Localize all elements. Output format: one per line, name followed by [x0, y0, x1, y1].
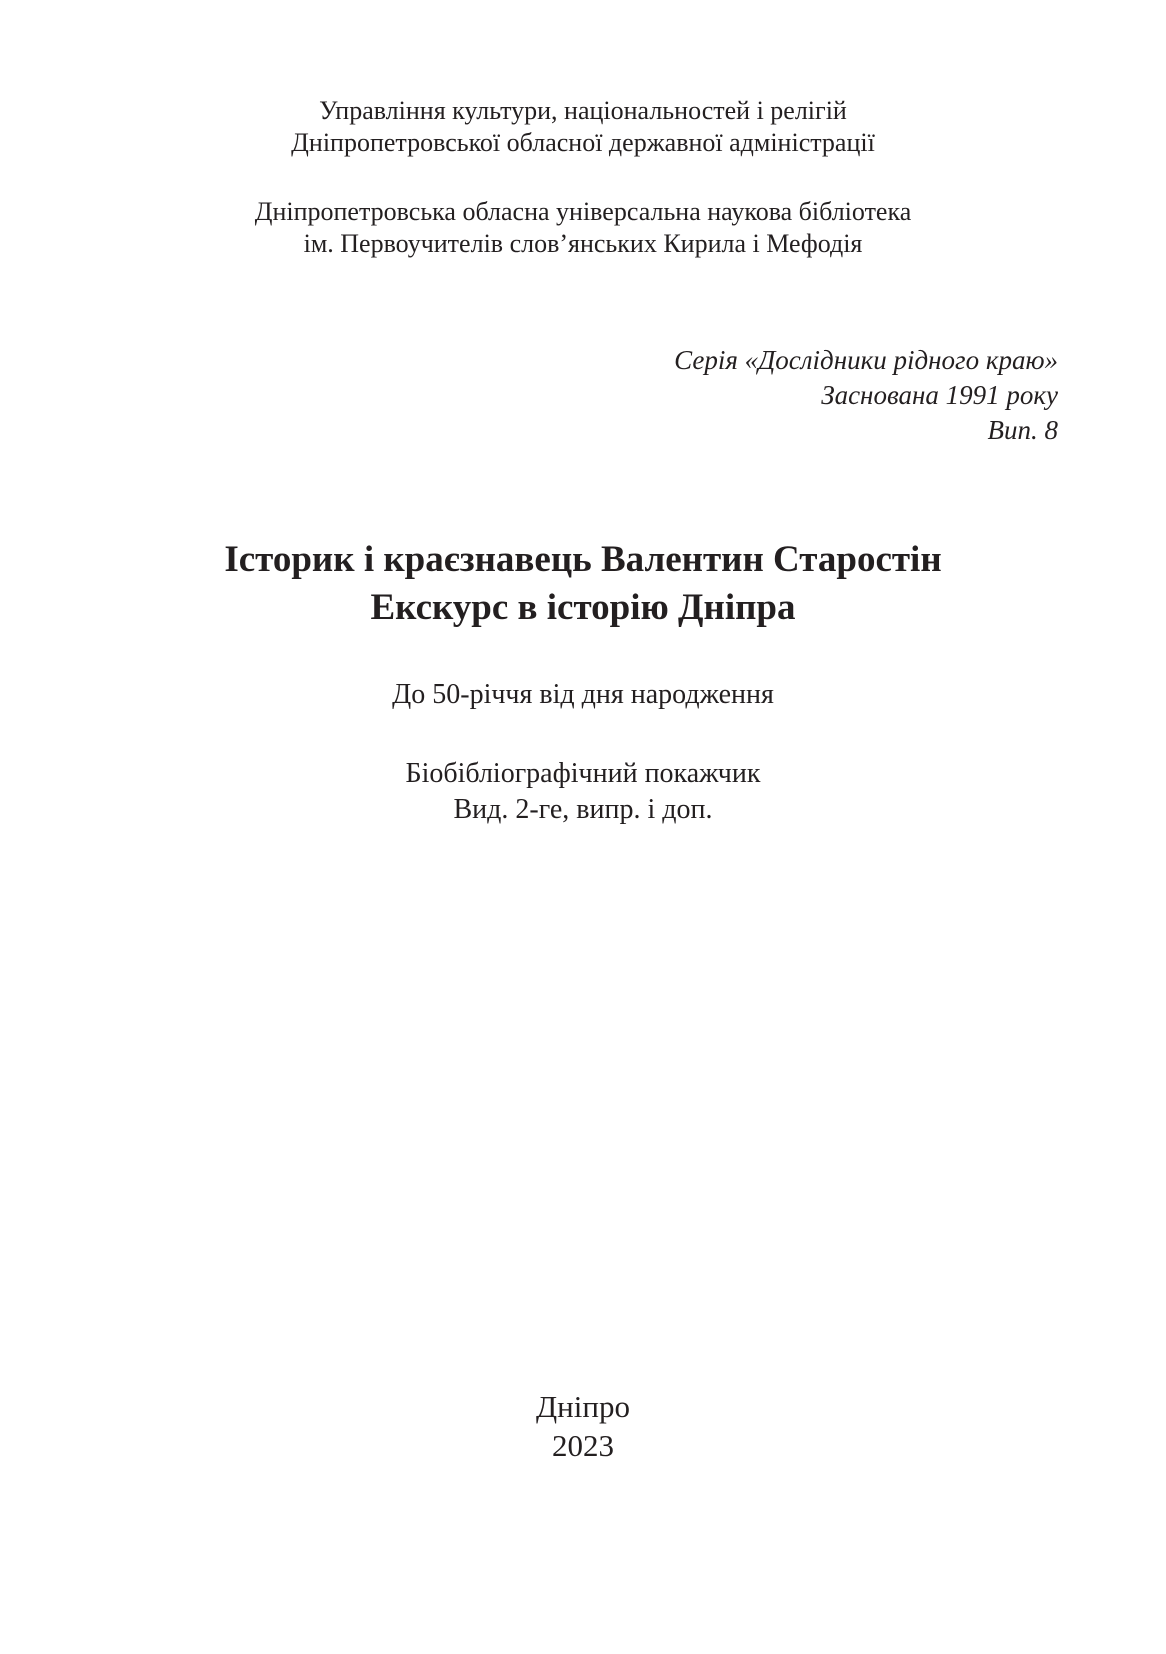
anniversary-text: До 50-річчя від дня народження: [392, 679, 774, 710]
edition-text: Вид. 2-ге, випр. і доп.: [453, 794, 713, 825]
series-info: [674, 343, 1058, 448]
anniversary-subtitle: [0, 677, 1166, 713]
library-name: [0, 196, 1166, 260]
issuing-authority-line-1: Управління культури, національностей і релігій: [319, 96, 847, 125]
book-title-line-1: Історик і краєзнавець Валентин Старостін: [224, 539, 942, 580]
series-issue: Вип. 8: [987, 415, 1058, 445]
series-founded: Заснована 1991 року: [821, 380, 1058, 410]
issuing-authority: [0, 95, 1166, 159]
book-title: [0, 536, 1166, 632]
publication-type-text: Біобібліографічний покажчик: [405, 758, 761, 789]
library-name-line-2: ім. Первоучителів слов’янських Кирила і Мефодія: [303, 229, 863, 258]
publication-type: [0, 756, 1166, 828]
imprint-year: 2023: [552, 1428, 614, 1463]
series-name: Серія «Дослідники рідного краю»: [674, 345, 1058, 375]
imprint: [0, 1387, 1166, 1465]
library-name-line-1: Дніпропетровська обласна універсальна наукова бібліотека: [254, 197, 912, 226]
book-title-line-2: Екскурс в історію Дніпра: [370, 587, 796, 628]
imprint-city: Дніпро: [536, 1389, 630, 1424]
issuing-authority-line-2: Дніпропетровської обласної державної адміністрації: [291, 128, 875, 157]
